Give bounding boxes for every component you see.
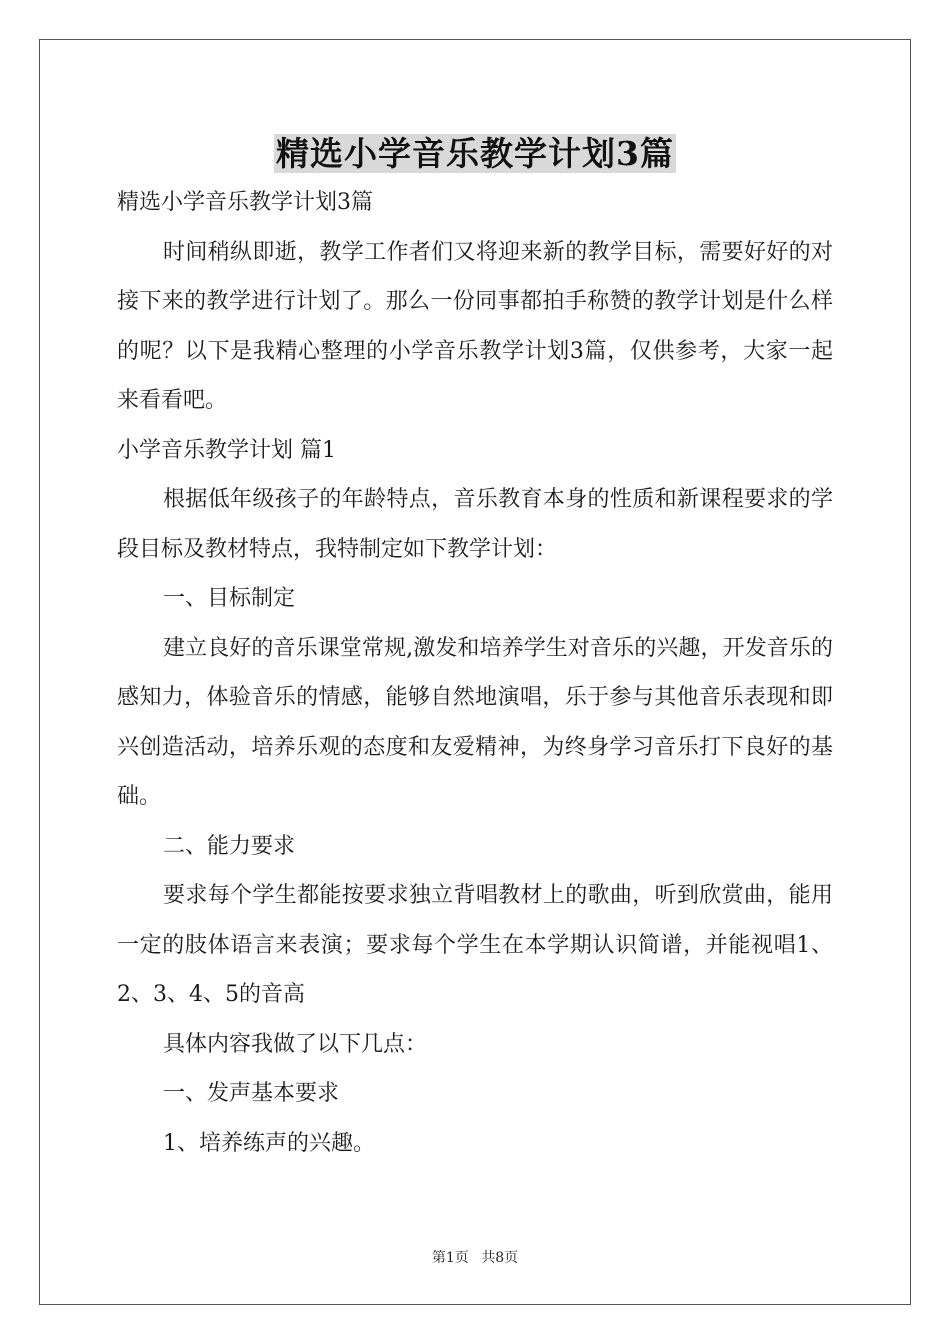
paragraph: 精选小学音乐教学计划3篇 — [117, 190, 373, 215]
paragraph: 根据低年级孩子的年龄特点，音乐教育本身的性质和新课程要求的学段目标及教材特点，我特制定如下教学计划： — [117, 487, 833, 562]
paragraph: 时间稍纵即逝，教学工作者们又将迎来新的教学目标，需要好好的对接下来的教学进行计划了。那么一份同事都拍手称赞的教学计划是什么样的呢？以下是我精心整理的小学音乐教学计划3篇，仅供参考，大家一起来看看吧。 — [117, 239, 833, 413]
paragraph: 一、发声基本要求 — [163, 1081, 340, 1106]
page-number-current: 第1页 — [431, 1250, 469, 1266]
page-footer — [0, 1247, 950, 1267]
paragraph: 具体内容我做了以下几点： — [163, 1031, 428, 1057]
page-number-total: 共8页 — [481, 1250, 519, 1266]
document-title: 精选小学音乐教学计划3篇 — [276, 134, 674, 173]
paragraph: 建立良好的音乐课堂常规,激发和培养学生对音乐的兴趣，开发音乐的感知力，体验音乐的情感，能够自然地演唱，乐于参与其他音乐表现和即兴创造活动，培养乐观的态度和友爱精神，为终身学习音乐打下良好的基础。 — [117, 635, 833, 809]
paragraph: 小学音乐教学计划 篇1 — [117, 437, 336, 463]
document-title-container — [0, 128, 950, 175]
paragraph: 1、培养练声的兴趣。 — [163, 1130, 375, 1156]
paragraph: 一、目标制定 — [163, 586, 296, 611]
document-body — [117, 178, 833, 1168]
paragraph: 要求每个学生都能按要求独立背唱教材上的歌曲，听到欣赏曲，能用一定的肢体语言来表演；要求每个学生在本学期认识简谱，并能视唱1、2、3、4、5的音高 — [117, 883, 833, 1007]
paragraph: 二、能力要求 — [163, 833, 296, 859]
